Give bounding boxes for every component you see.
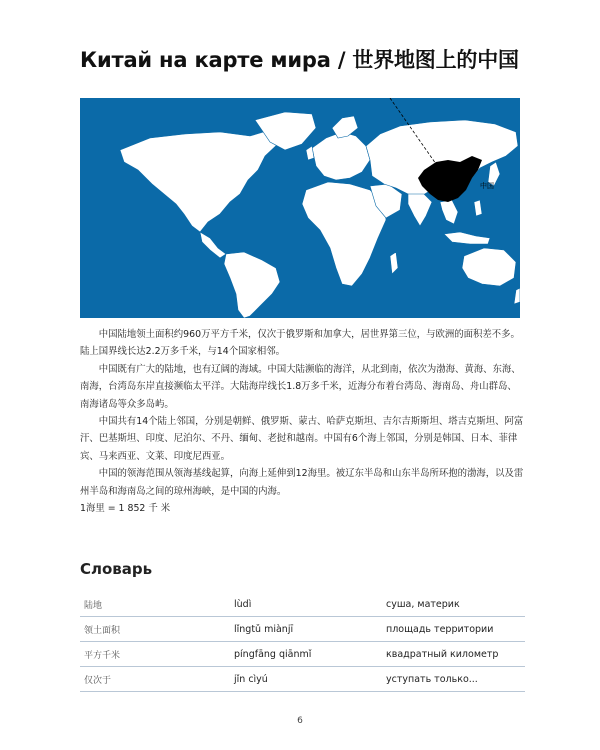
vocab-row — [80, 642, 525, 667]
body-text — [80, 326, 525, 517]
paragraph-3: 中国共有14个陆上邻国，分别是朝鲜、俄罗斯、蒙古、哈萨克斯坦、吉尔吉斯斯坦、塔吉克斯坦、阿富汗、巴基斯坦、印度、尼泊尔、不丹、缅甸、老挝和越南。中国有6个海上邻国，分别是韩国、日本、菲律宾、马来西亚、文莱、印度尼西亚。 — [80, 416, 524, 462]
paragraph-2: 中国既有广大的陆地，也有辽阔的海域。中国大陆濒临的海洋，从北到南，依次为渤海、黄海、东海、南海，台湾岛东岸直接濒临太平洋。大陆海岸线长1.8万多千米，近海分布着台湾岛、海南岛、舟山群岛、南海诸岛等众多岛屿。 — [80, 363, 521, 410]
vocab-russian: уступать только... — [382, 667, 525, 692]
vocab-pinyin: lùdì — [230, 592, 382, 617]
world-map-svg — [80, 98, 520, 318]
page-number: 6 — [297, 716, 303, 726]
vocab-row — [80, 667, 525, 692]
china-label: 中国 — [480, 182, 494, 190]
vocabulary-table — [80, 592, 525, 692]
vocab-chinese: 陆地 — [80, 592, 230, 617]
paragraph-4: 中国的领海范围从领海基线起算，向海上延伸到12海里。被辽东半岛和山东半岛所环抱的渤海，以及雷州半岛和海南岛之间的琼州海峡，是中国的内海。 — [80, 468, 524, 497]
vocab-chinese: 仅次于 — [80, 667, 230, 692]
vocab-row — [80, 592, 525, 617]
vocab-chinese: 平方千米 — [80, 642, 230, 667]
vocabulary-title: Словарь — [80, 560, 153, 578]
vocab-pinyin: jǐn cìyú — [230, 667, 382, 692]
world-map — [80, 98, 520, 318]
vocab-russian: суша, материк — [382, 592, 525, 617]
vocab-russian: квадратный километр — [382, 642, 525, 667]
page-title: Китай на карте мира / 世界地图上的中国 — [80, 48, 519, 72]
vocab-chinese: 领土面积 — [80, 617, 230, 642]
vocab-russian: площадь территории — [382, 617, 525, 642]
vocab-row — [80, 617, 525, 642]
paragraph-1: 中国陆地领土面积约960万平方千米，仅次于俄罗斯和加拿大，居世界第三位，与欧洲的面积差不多。陆上国界线长达2.2万多千米，与14个国家相邻。 — [80, 329, 520, 358]
vocab-pinyin: píngfāng qiānmǐ — [230, 642, 382, 667]
vocab-pinyin: lǐngtǔ miànjī — [230, 617, 382, 642]
nautical-mile-note: 1海里 = 1 852 千 米 — [80, 503, 171, 515]
